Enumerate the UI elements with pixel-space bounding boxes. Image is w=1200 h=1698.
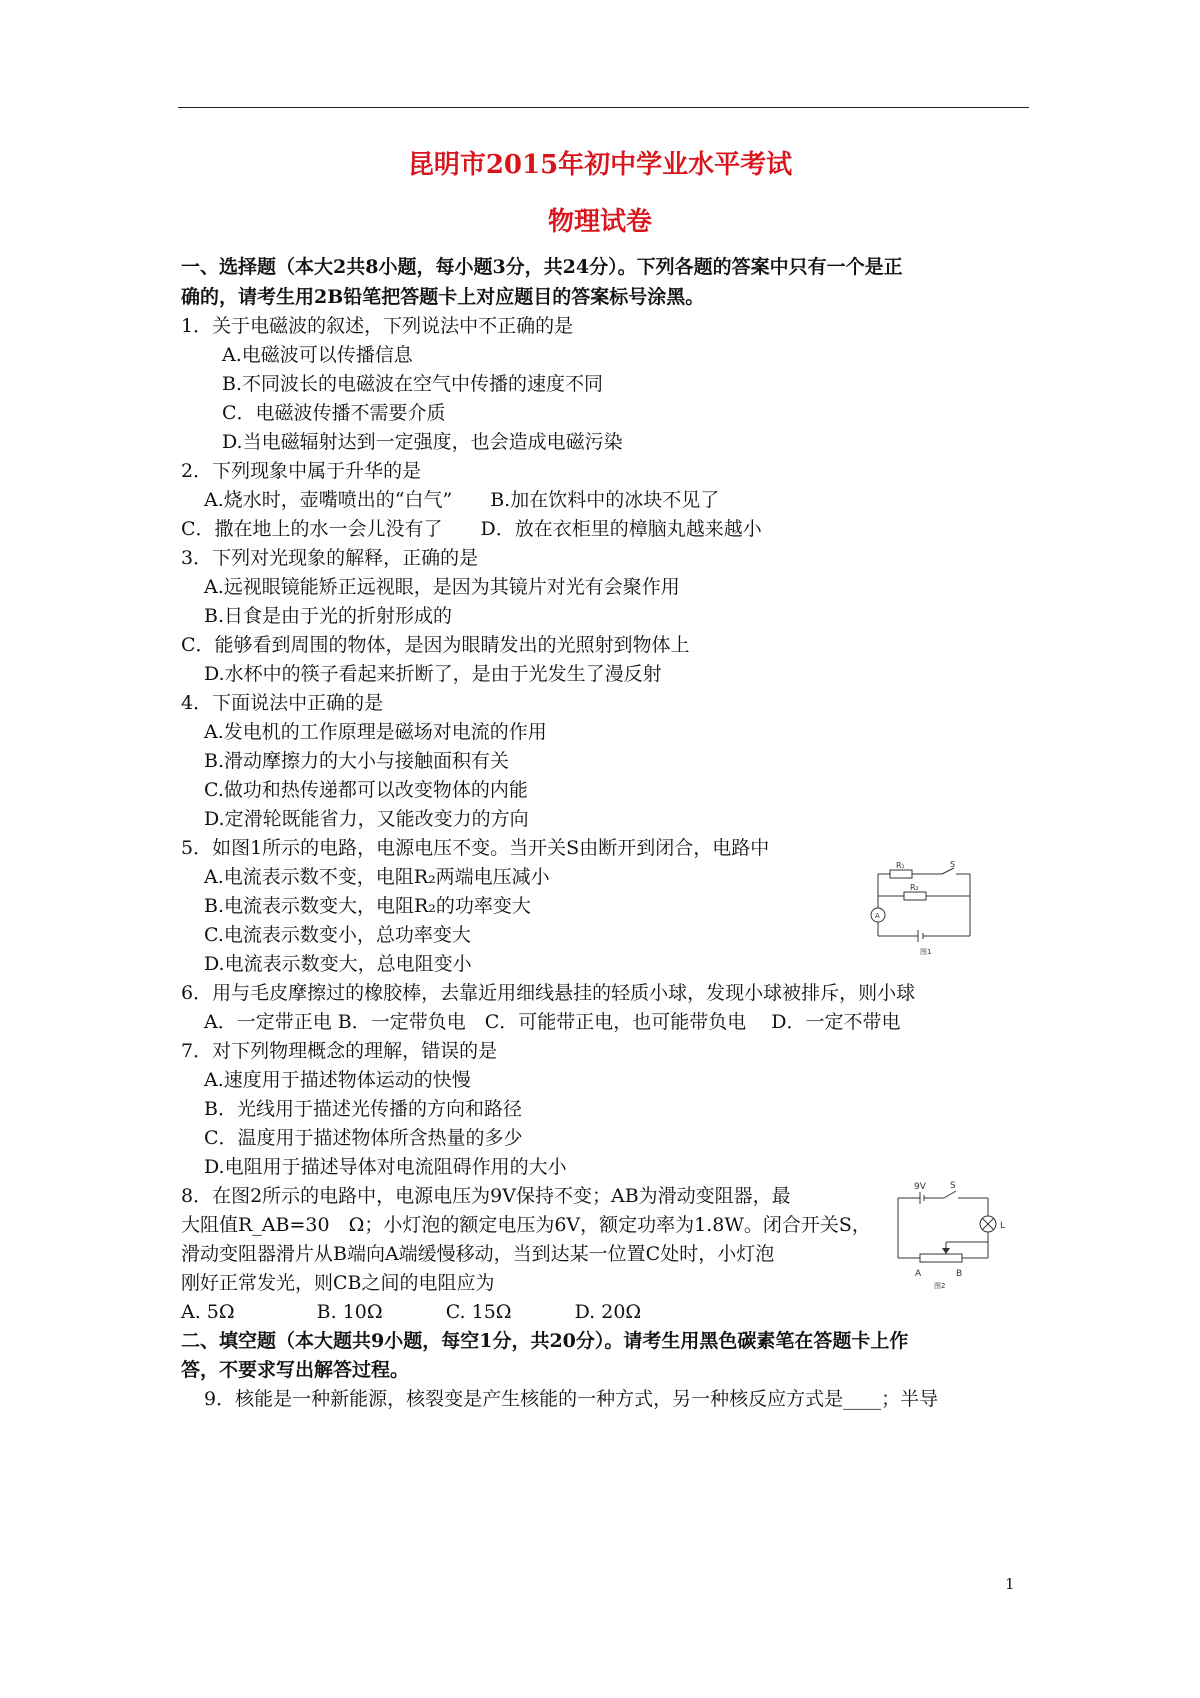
q3-option-a: A.远视眼镜能矫正远视眼，是因为其镜片对光有会聚作用 xyxy=(204,576,680,598)
fig1-ammeter-label: A xyxy=(875,912,880,920)
section1-header-line1: 一、选择题（本大2共8小题，每小题3分，共24分）。下列各题的答案中只有一个是正 xyxy=(181,256,903,278)
q1-option-a: A.电磁波可以传播信息 xyxy=(222,344,413,366)
q5-stem: 5．如图1所示的电路，电源电压不变。当开关S由断开到闭合，电路中 xyxy=(181,837,770,859)
q7-option-d: D.电阻用于描述导体对电流阻碍作用的大小 xyxy=(204,1156,567,1178)
section2-header-line1: 二、填空题（本大题共9小题，每空1分，共20分）。请考生用黑色碳素笔在答题卡上作 xyxy=(181,1330,909,1352)
q5-option-a: A.电流表示数不变，电阻R₂两端电压减小 xyxy=(204,866,550,888)
q7-option-a: A.速度用于描述物体运动的快慢 xyxy=(204,1069,471,1091)
q7-option-b: B．光线用于描述光传播的方向和路径 xyxy=(204,1098,522,1120)
q8-line4: 刚好正常发光，则CB之间的电阻应为 xyxy=(181,1272,495,1294)
q3-option-d: D.水杯中的筷子看起来折断了，是由于光发生了漫反射 xyxy=(204,663,662,685)
q7-option-c: C．温度用于描述物体所含热量的多少 xyxy=(204,1127,523,1149)
fig2-b-label: B xyxy=(956,1269,963,1279)
q6-options: A．一定带正电 B．一定带负电 C．可能带正电，也可能带负电 D．一定不带电 xyxy=(204,1011,901,1033)
figure-2-circuit xyxy=(890,1180,1010,1292)
fig1-caption: 图1 xyxy=(920,948,932,956)
q4-option-b: B.滑动摩擦力的大小与接触面积有关 xyxy=(204,750,510,772)
q2-stem: 2．下列现象中属于升华的是 xyxy=(181,460,422,482)
exam-subtitle: 物理试卷 xyxy=(547,207,652,237)
header-rule xyxy=(178,107,1029,108)
q9-text: 9．核能是一种新能源，核裂变是产生核能的一种方式，另一种核反应方式是____；半导 xyxy=(204,1388,939,1410)
q8-options: A. 5Ω B. 10Ω C. 15Ω D. 20Ω xyxy=(181,1301,642,1323)
q1-option-c: C．电磁波传播不需要介质 xyxy=(222,402,446,424)
q4-option-a: A.发电机的工作原理是磁场对电流的作用 xyxy=(204,721,547,743)
fig2-switch-label: S xyxy=(950,1181,956,1191)
q7-stem: 7．对下列物理概念的理解，错误的是 xyxy=(181,1040,498,1062)
q6-stem: 6．用与毛皮摩擦过的橡胶棒，去靠近用细线悬挂的轻质小球，发现小球被排斥，则小球 xyxy=(181,982,916,1004)
q1-option-d: D.当电磁辐射达到一定强度，也会造成电磁污染 xyxy=(222,431,623,453)
section1-header-line2: 确的，请考生用2B铅笔把答题卡上对应题目的答案标号涂黑。 xyxy=(181,286,705,308)
fig2-a-label: A xyxy=(915,1269,922,1279)
q8-line2: 大阻值R_AB=30 Ω；小灯泡的额定电压为6V，额定功率为1.8W。闭合开关S， xyxy=(181,1214,871,1236)
switch-s-symbol xyxy=(944,1191,956,1198)
q8-line1: 8．在图2所示的电路中，电源电压为9V保持不变；AB为滑动变阻器，最 xyxy=(181,1185,791,1207)
resistor-r1-symbol xyxy=(890,870,912,878)
q1-stem: 1．关于电磁波的叙述，下列说法中不正确的是 xyxy=(181,315,574,337)
fig1-r2-label: R₂ xyxy=(910,883,919,892)
q5-option-b: B.电流表示数变大，电阻R₂的功率变大 xyxy=(204,895,531,917)
figure-1-circuit xyxy=(868,858,988,958)
exam-title: 昆明市2015年初中学业水平考试 xyxy=(407,150,793,180)
q1-option-b: B.不同波长的电磁波在空气中传播的速度不同 xyxy=(222,373,604,395)
q5-option-d: D.电流表示数变大，总电阻变小 xyxy=(204,953,472,975)
q2-options-ab: A.烧水时，壶嘴喷出的“白气” B.加在饮料中的冰块不见了 xyxy=(204,489,720,511)
q5-option-c: C.电流表示数变小，总功率变大 xyxy=(204,924,471,946)
fig2-battery-label: 9V xyxy=(914,1182,926,1192)
q8-line3: 滑动变阻器滑片从B端向A端缓慢移动，当到达某一位置C处时，小灯泡 xyxy=(181,1243,775,1265)
page-number: 1 xyxy=(1005,1575,1015,1593)
q4-stem: 4．下面说法中正确的是 xyxy=(181,692,384,714)
q3-option-b: B.日食是由于光的折射形成的 xyxy=(204,605,453,627)
fig1-r1-label: R₁ xyxy=(896,861,905,870)
q2-options-cd: C．撒在地上的水一会儿没有了 D．放在衣柜里的樟脑丸越来越小 xyxy=(181,518,762,540)
rheostat-ab-symbol xyxy=(920,1254,962,1262)
q3-option-c: C．能够看到周围的物体，是因为眼睛发出的光照射到物体上 xyxy=(181,634,690,656)
q4-option-d: D.定滑轮既能省力，又能改变力的方向 xyxy=(204,808,529,830)
q3-stem: 3．下列对光现象的解释，正确的是 xyxy=(181,547,479,569)
resistor-r2-symbol xyxy=(904,892,926,900)
fig2-lamp-label: L xyxy=(1000,1221,1006,1231)
section2-header-line2: 答，不要求写出解答过程。 xyxy=(181,1359,410,1381)
fig2-caption: 图2 xyxy=(934,1282,946,1290)
q4-option-c: C.做功和热传递都可以改变物体的内能 xyxy=(204,779,528,801)
fig1-switch-label: S xyxy=(950,860,956,869)
